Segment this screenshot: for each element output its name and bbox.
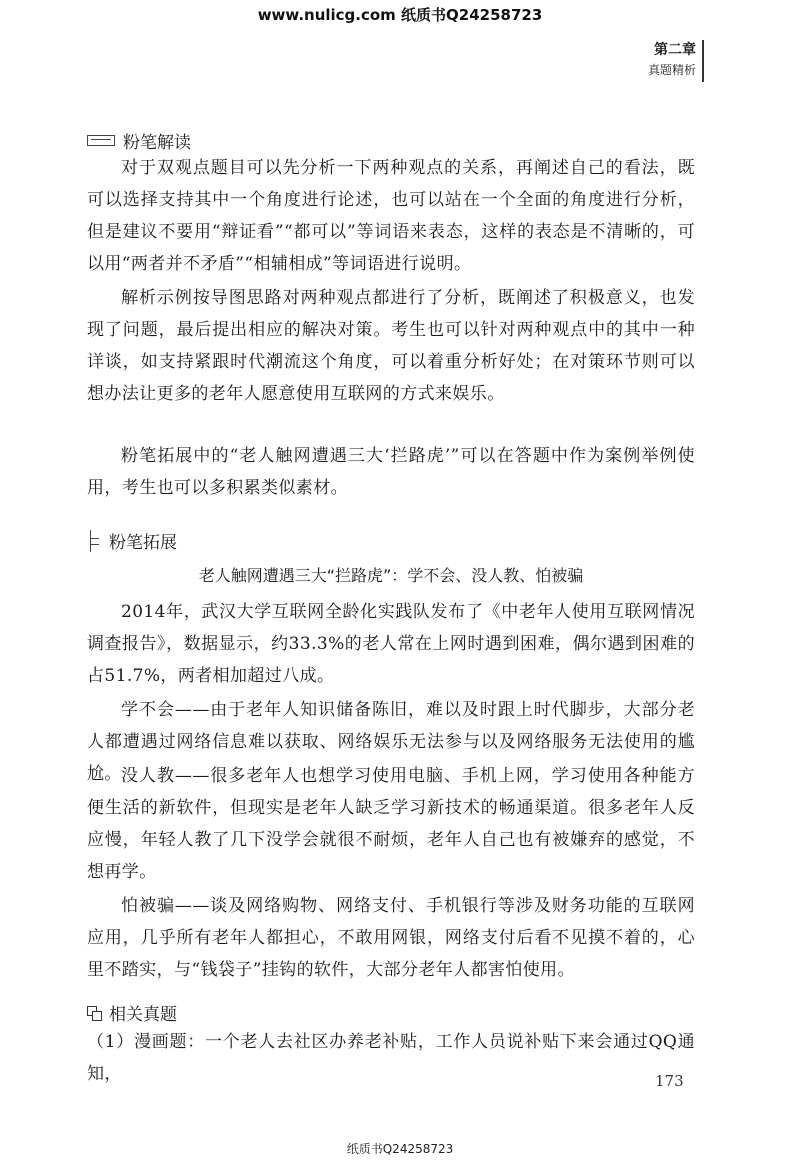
chapter-divider — [702, 40, 704, 82]
paragraph: 解析示例按导图思路对两种观点都进行了分析，既阐述了积极意义，也发现了问题，最后提出相应的解决对策。考生也可以针对两种观点中的其中一种详谈，如支持紧跟时代潮流这个角度，可以着重分析好处；在对策环节则可以想办法让更多的老年人愿意使用互联网的方式来娱乐。 — [87, 288, 695, 404]
paragraph: 怕被骗——谈及网络购物、网络支付、手机银行等涉及财务功能的互联网应用，几乎所有老年人都担心，不敢用网银，网络支付后看不见摸不着的，心里不踏实，与“钱袋子”挂钩的软件，大部分老年人都害怕使用。 — [87, 896, 695, 980]
section-bar-icon — [87, 135, 115, 146]
section-heading-related — [87, 1000, 177, 1025]
watermark-top: www.nulicg.com 纸质书Q24258723 — [257, 6, 543, 24]
section-title: 粉笔解读 — [123, 133, 191, 153]
paragraph: 粉笔拓展中的“老人触网遭遇三大‘拦路虎’”可以在答题中作为案例举例使用，考生也可以多积累类似素材。 — [87, 446, 695, 498]
paragraph: 对于双观点题目可以先分析一下两种观点的关系，再阐述自己的看法，既可以选择支持其中一个角度进行论述，也可以站在一个全面的角度进行分析，但是建议不要用“辩证看”“都可以”等词语来表态，这样的表态是不清晰的，可以用“两者并不矛盾”“相辅相成”等词语进行说明。 — [87, 158, 695, 274]
article-subtitle: 老人触网遭遇三大“拦路虎”：学不会、没人教、怕被骗 — [198, 566, 584, 585]
watermark-bottom: 纸质书Q24258723 — [346, 1142, 454, 1156]
section-title: 相关真题 — [109, 1005, 177, 1025]
page-number: 173 — [655, 1072, 684, 1090]
paragraph: 学不会——由于老年人知识储备陈旧，难以及时跟上时代脚步，大部分老人都遭遇过网络信息难以获取、网络娱乐无法参与以及网络服务无法使用的尴尬。 — [87, 700, 695, 784]
section-corner-icon — [87, 1006, 101, 1020]
paragraph: 没人教——很多老年人也想学习使用电脑、手机上网，学习使用各种能方便生活的新软件，但现实是老年人缺乏学习新技术的畅通渠道。很多老年人反应慢，年轻人教了几下没学会就很不耐烦，老年人自己也有被嫌弃的感觉，不想再学。 — [87, 766, 695, 882]
section-title: 粉笔拓展 — [109, 533, 177, 553]
section-heading-interpretation — [87, 128, 191, 153]
paragraph: 2014年，武汉大学互联网全龄化实践队发布了《中老年人使用互联网情况调查报告》，数据显示，约33.3%的老人常在上网时遇到困难，偶尔遇到困难的占51.7%，两者相加超过八成。 — [87, 602, 695, 686]
chapter-title: 第二章 — [654, 42, 696, 58]
paragraph: （1）漫画题：一个老人去社区办养老补贴，工作人员说补贴下来会通过QQ通知， — [87, 1032, 695, 1084]
section-heading-extension — [87, 528, 177, 553]
chapter-subtitle: 真题精析 — [647, 63, 696, 77]
chapter-header — [648, 40, 696, 80]
section-tree-icon — [87, 530, 101, 552]
